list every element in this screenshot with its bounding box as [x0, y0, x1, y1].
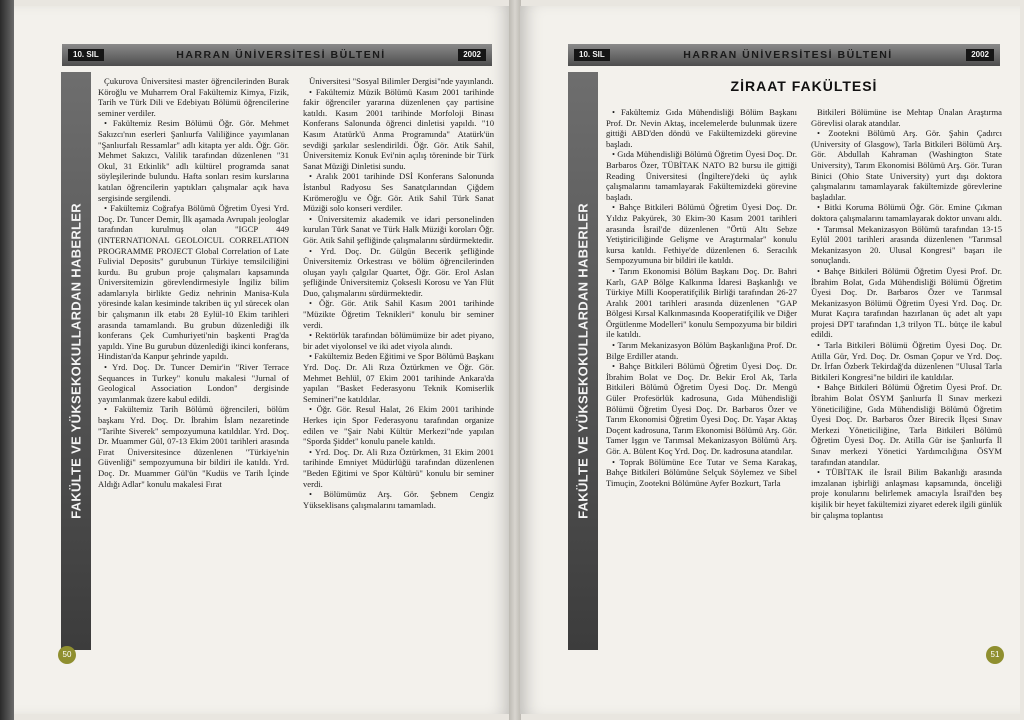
- right-column-2: [811, 107, 1002, 647]
- news-paragraph: • Yrd. Doç. Dr. Tuncer Demir'in "River Terrace Sequances in Turkey" konulu makalesi "Jurnal of Geological Association London" dergisinde yayımlanmak üzere kabul edildi.: [98, 362, 289, 404]
- news-paragraph: • Yrd. Doç. Dr. Gülgün Becerik şefliğinde Üniversitemiz Orkestrası ve bölüm öğrencilerinden oluşan yaylı çalgılar Quartet, Öğr. Gör. Erol Aslan şefliğinde Üniversitemiz Çoksesli Korosu ve Yan Flüt Duo, çalışmalarını sürdürmektedir.: [303, 245, 494, 298]
- news-paragraph: • Bahçe Bitkileri Bölümü Öğretim Üyesi Doç. Dr. İbrahim Bolat ve Doç. Dr. Bekir Erol Ak, Tarla Bitkileri Bölümü Öğretim Üyesi Doç. Dr. Mengü Güler Profesörlük kadrosuna, Gıda Mühendisliği Bölümü Öğretim Üyesi Doç. Dr. Barbaros Özer ve Tarım Ekonomisi Öğretim Üyesi Doç. Dr. Yaşar Aktaş Doçent kadrosuna, Tarım Ekonomisi Bölümü Arş. Gör. Tamer Işgın ve Tarımsal Mekanizasyon Bölümü Arş. Gör. A. Bülent Koç Yrd. Doç. Dr. kadrosuna atandılar.: [606, 361, 797, 456]
- news-paragraph: • Toprak Bölümüne Ece Tutar ve Sema Karakaş, Bahçe Bitkileri Bölümüne Selçuk Söylemez ve Sibel Timuçin, Zootekni Bölümüne Ayfer Bozkurt, Tarla: [606, 456, 797, 488]
- news-paragraph: • Bahçe Bitkileri Bölümü Öğretim Üyesi Prof. Dr. İbrahim Bolat, Gıda Mühendisliği Bölümü Öğretim Üyesi Doç. Dr. Barbaros Özer ve Tarımsal Mekanizasyon Bölümü Öğretim Üyesi Yrd. Doç. Dr. Murat Kaçıra tarafından hazırlanan üç adet alt yapı projesi DPT tarafından 1,3 trilyon TL. bütçe ile kabul edildi.: [811, 265, 1002, 340]
- left-column-1: [98, 76, 289, 646]
- right-page: [520, 6, 1020, 714]
- issue-left-label: 10. SIL: [68, 49, 104, 61]
- left-column-2: [303, 76, 494, 646]
- page-number: 51: [986, 646, 1004, 664]
- news-paragraph: • Fakültemiz Coğrafya Bölümü Öğretim Üyesi Yrd. Doç. Dr. Tuncer Demir, İlk aşamada Avrupalı jeologlar tarafından kurulmuş olan "IGCP 449 (INTERNATIONAL GEOLOICUL CORRELATION PROGRAMME PROJECT Global Correlation of Late Fulivial Deposits" gurubunun Türkiye temsilciliğini kurdu. Bu grubun proje çalışmaları kapsamında Üniversitemizin görevlendirmesiyle İngiliz bilim adamlarıyla birlikte Gediz nehrinin Manisa-Kula yöresinde kalan kesiminde takriben üç yıl sürecek olan bir çalışmanın ilk etabı 28 Eylül-10 Ekim tarihleri arasında tamamlandı. Bu grubun düzenlediği ilk konferans Çek Cumhuriyeti'nin başkenti Prag'da yapıldı. Yine Bu gurubun düzenlediği ikinci konferans, Hindistan'da Kanpur şehrinde yapıldı.: [98, 203, 289, 362]
- news-paragraph: Çukurova Üniversitesi master öğrencilerinden Burak Köroğlu ve Muharrem Oral Fakültemiz Kimya, Fizik, Tarih ve Türk Dili ve Edebiyatı Bölümü öğrencilerine seminer verdiler.: [98, 76, 289, 118]
- news-paragraph: • Tarla Bitkileri Bölümü Öğretim Üyesi Doç. Dr. Atilla Gür, Yrd. Doç. Dr. Osman Çopur ve Yrd. Doç. Dr. İrfan Özberk Tekirdağ'da düzenlenen "Ulusal Tarla Bitkileri Kongresi"ne bildiri ile katıldılar.: [811, 340, 1002, 382]
- right-text-columns: [606, 107, 1002, 647]
- right-column-1: [606, 107, 797, 647]
- bulletin-title: HARRAN ÜNİVERSİTESİ BÜLTENİ: [683, 49, 893, 61]
- book-edge: [0, 0, 14, 720]
- right-sidebar-band: [568, 72, 598, 650]
- news-paragraph: • Fakültemiz Tarih Bölümü öğrencileri, bölüm başkanı Yrd. Doç. Dr. İbrahim İslam nezaretinde "Tarihte Siverek" sempozyumuna katıldılar. Yrd. Doç. Dr. Muammer Gül, 07-13 Ekim 2001 tarihleri arasında Fırat Üniversitesince düzenlenen "Türkiye'nin Güvenliği" sempozyumuna bir bildiri ile katıldı. Yrd. Doç. Dr. Muammer Gül'ün "Kudüs ve Tarih İçinde Aldığı Adlar" konulu makalesi Fırat: [98, 404, 289, 489]
- sidebar-label: FAKÜLTE VE YÜKSEKOKULLARDAN HABERLER: [68, 203, 84, 519]
- news-paragraph: • Fakültemiz Gıda Mühendisliği Bölüm Başkanı Prof. Dr. Nevin Aktaş, incelemelerde bulunmak üzere gittiği ABD'den döndü ve Fakültemizdeki görevine başladı.: [606, 107, 797, 149]
- news-paragraph: • Bahçe Bitkileri Bölümü Öğretim Üyesi Doç. Dr. Yıldız Pakyürek, 30 Ekim-30 Kasım 2001 tarihleri arasında İsrail'de düzenlenen "Örtü Altı Sebze Yetiştiriciliğinde Gelişme ve Araştırmalar" konulu kursa katıldı. Fethiye'de düzenlenen 6. Seracılık Sempozyumuna bir bildiri ile katıldı.: [606, 202, 797, 266]
- news-paragraph: • Öğr. Gör. Resul Halat, 26 Ekim 2001 tarihinde Herkes için Spor Federasyonu tarafından organize edilen ve "Şair Nabi Kültür Merkezi"nde yapılan "Sporda Şiddet" konulu panele katıldı.: [303, 404, 494, 447]
- left-page: [14, 6, 511, 714]
- news-paragraph: • Yrd. Doç. Dr. Ali Rıza Öztürkmen, 31 Ekim 2001 tarihinde Emniyet Müdürlüğü tarafından düzenlenen "Beden Eğitimi ve Spor Kültürü" konulu bir seminer verdi.: [303, 446, 494, 489]
- news-paragraph: • Bitki Koruma Bölümü Öğr. Gör. Emine Çıkman doktora çalışmalarını tamamlayarak doktor unvanı aldı.: [811, 202, 1002, 223]
- left-text-columns: [98, 76, 494, 646]
- news-paragraph: • Fakültemiz Beden Eğitimi ve Spor Bölümü Başkanı Yrd. Doç. Dr. Ali Rıza Öztürkmen ve Öğr. Gör. Mehmet Behlül, 07 Ekim 2001 tarihinde Ankara'da yapılan "Basket Federasyonu Teknik Komiserlik Semineri"ne katıldılar.: [303, 351, 494, 404]
- news-paragraph: • Tarımsal Mekanizasyon Bölümü tarafından 13-15 Eylül 2001 tarihleri arasında düzenlenen "Tarımsal Mekanizasyon 20. Ulusal Kongresi" başarı ile sonuçlandı.: [811, 223, 1002, 266]
- sidebar-label: FAKÜLTE VE YÜKSEKOKULLARDAN HABERLER: [575, 203, 591, 519]
- news-paragraph: • Öğr. Gör. Atik Sahil Kasım 2001 tarihinde "Müzikte Öğretim Teknikleri" konulu bir seminer verdi.: [303, 298, 494, 330]
- news-paragraph: • Gıda Mühendisliği Bölümü Öğretim Üyesi Doç. Dr. Barbaros Özer, TÜBİTAK NATO B2 bursu ile gittiği Reading Üniversitesi (İngiltere)'deki üç aylık çalışmalarını tamamlayarak Fakültemizdeki görevine başladı.: [606, 149, 797, 202]
- news-paragraph: • Fakültemiz Müzik Bölümü Kasım 2001 tarihinde fakir öğrenciler yararına düzenlenen çay partisine katıldı. Kasım 2001 tarihinde Morfoloji Binası Konferans Salonunda öğrenci dinletisi yapıldı. "10 Kasım Atatürk'ü Anma Programında" Atatürk'ün sevdiği şarkılar seslendirildi. Öğr. Gör. Atik Sahil, Üniversitemiz Konuk Evi'nin açılış töreninde bir Türk Sanat Müziği Dinletisi sundu.: [303, 86, 494, 171]
- news-paragraph: • Fakültemiz Resim Bölümü Öğr. Gör. Mehmet Sakızcı'nın eserleri Şanlıurfa Valiliğince yayımlanan "Şanlıurfalı Ressamlar" adlı kitapta yer aldı. Öğr. Gör. Mehmet Sakızcı, Valilik tarafından düzenlenen "31 Okul, 31 Etkinlik" adlı kültürel programda sanat söyleşilerinde bulundu. Hafta sonları resim kurslarına katılan öğrencilerin yaptıkları çalışmalar açık hava sergisinde sergilendi.: [98, 118, 289, 203]
- issue-left-label: 10. SIL: [574, 49, 610, 61]
- news-paragraph: • Bahçe Bitkileri Bölümü Öğretim Üyesi Prof. Dr. İbrahim Bolat ÖSYM Şanlıurfa İl Sınav merkezi Yöneticiliğine, Gıda Mühendisliği Bölümü Öğretim Üyesi Doç. Dr. Barbaros Özer Birecik İlçesi Sınav Merkezi Yöneticiliğine, Tarla Bitkileri Bölümü Öğretim Üyesi Doç. Dr. Atilla Gür ise Şanlıurfa İl Sınav merkezi Yönetici Yardımcılığına ÖSYM tarafından atandılar.: [811, 382, 1002, 467]
- page-number: 50: [58, 646, 76, 664]
- news-paragraph: Bitkileri Bölümüne ise Mehtap Ünalan Araştırma Görevlisi olarak atandılar.: [811, 107, 1002, 128]
- news-paragraph: • Bölümümüz Arş. Gör. Şebnem Cengiz Yükseklisans çalışmalarını tamamladı.: [303, 489, 494, 510]
- left-page-header: [62, 44, 492, 66]
- issue-right-label: 2002: [966, 49, 994, 61]
- news-paragraph: • Üniversitemiz akademik ve idari personelinden kurulan Türk Sanat ve Türk Halk Müziği koroları Öğr. Gör. Atik Sahil şefliğinde çalışmalarını sürdürmektedir.: [303, 213, 494, 245]
- issue-right-label: 2002: [458, 49, 486, 61]
- section-title: ZİRAAT FAKÜLTESİ: [730, 78, 878, 94]
- news-paragraph: • Rektörlük tarafından bölümümüze bir adet piyano, bir adet viyolonsel ve iki adet viyola alındı.: [303, 330, 494, 351]
- news-paragraph: • Aralık 2001 tarihinde DSİ Konferans Salonunda İstanbul Radyosu Ses Sanatçılarından Çiğdem Kırömeroğlu ve Öğr. Gör. Atik Sahil Türk Sanat Müziği solo konseri verdiler.: [303, 171, 494, 214]
- left-sidebar-band: [61, 72, 91, 650]
- news-paragraph: • TÜBİTAK ile İsrail Bilim Bakanlığı arasında imzalanan işbirliği anlaşması kapsamında, önceliği proje konularını belirlemek amacıyla İsrail'den beş kişilik bir heyet fakültemizi ziyaret ederek ilgili günlük bir çalışma toplantısı: [811, 467, 1002, 520]
- bulletin-title: HARRAN ÜNİVERSİTESİ BÜLTENİ: [176, 49, 386, 61]
- news-paragraph: • Tarım Ekonomisi Bölüm Başkanı Doç. Dr. Bahri Karlı, GAP Bölge Kalkınma İdaresi Başkanlığı ve Türkiye Milli Kooperatifçilik Birliği tarafından 26-27 Aralık 2001 tarihleri arasında düzenlenen "GAP Bölgesi Kırsal Kalkınmasında Kooperatifçilik ve Diğer Örgütlenme Modelleri" konulu Sempozyuma bir bildiri ile katıldı.: [606, 265, 797, 340]
- news-paragraph: • Zootekni Bölümü Arş. Gör. Şahin Çadırcı (University of Glasgow), Tarla Bitkileri Bölümü Arş. Gör. Abdullah Kahraman (Washington State University), Tarım Ekonomisi Bölümü Arş. Gör. Turan Binici (Ohio State University) yurt dışı doktora çalışmalarını tamamlayarak fakültemizde görevlerine başladılar.: [811, 128, 1002, 202]
- news-paragraph: Üniversitesi "Sosyal Bilimler Dergisi"nde yayınlandı.: [309, 76, 494, 86]
- news-paragraph: • Tarım Mekanizasyon Bölüm Başkanlığına Prof. Dr. Bilge Erdiller atandı.: [606, 340, 797, 361]
- right-page-header: [568, 44, 1000, 66]
